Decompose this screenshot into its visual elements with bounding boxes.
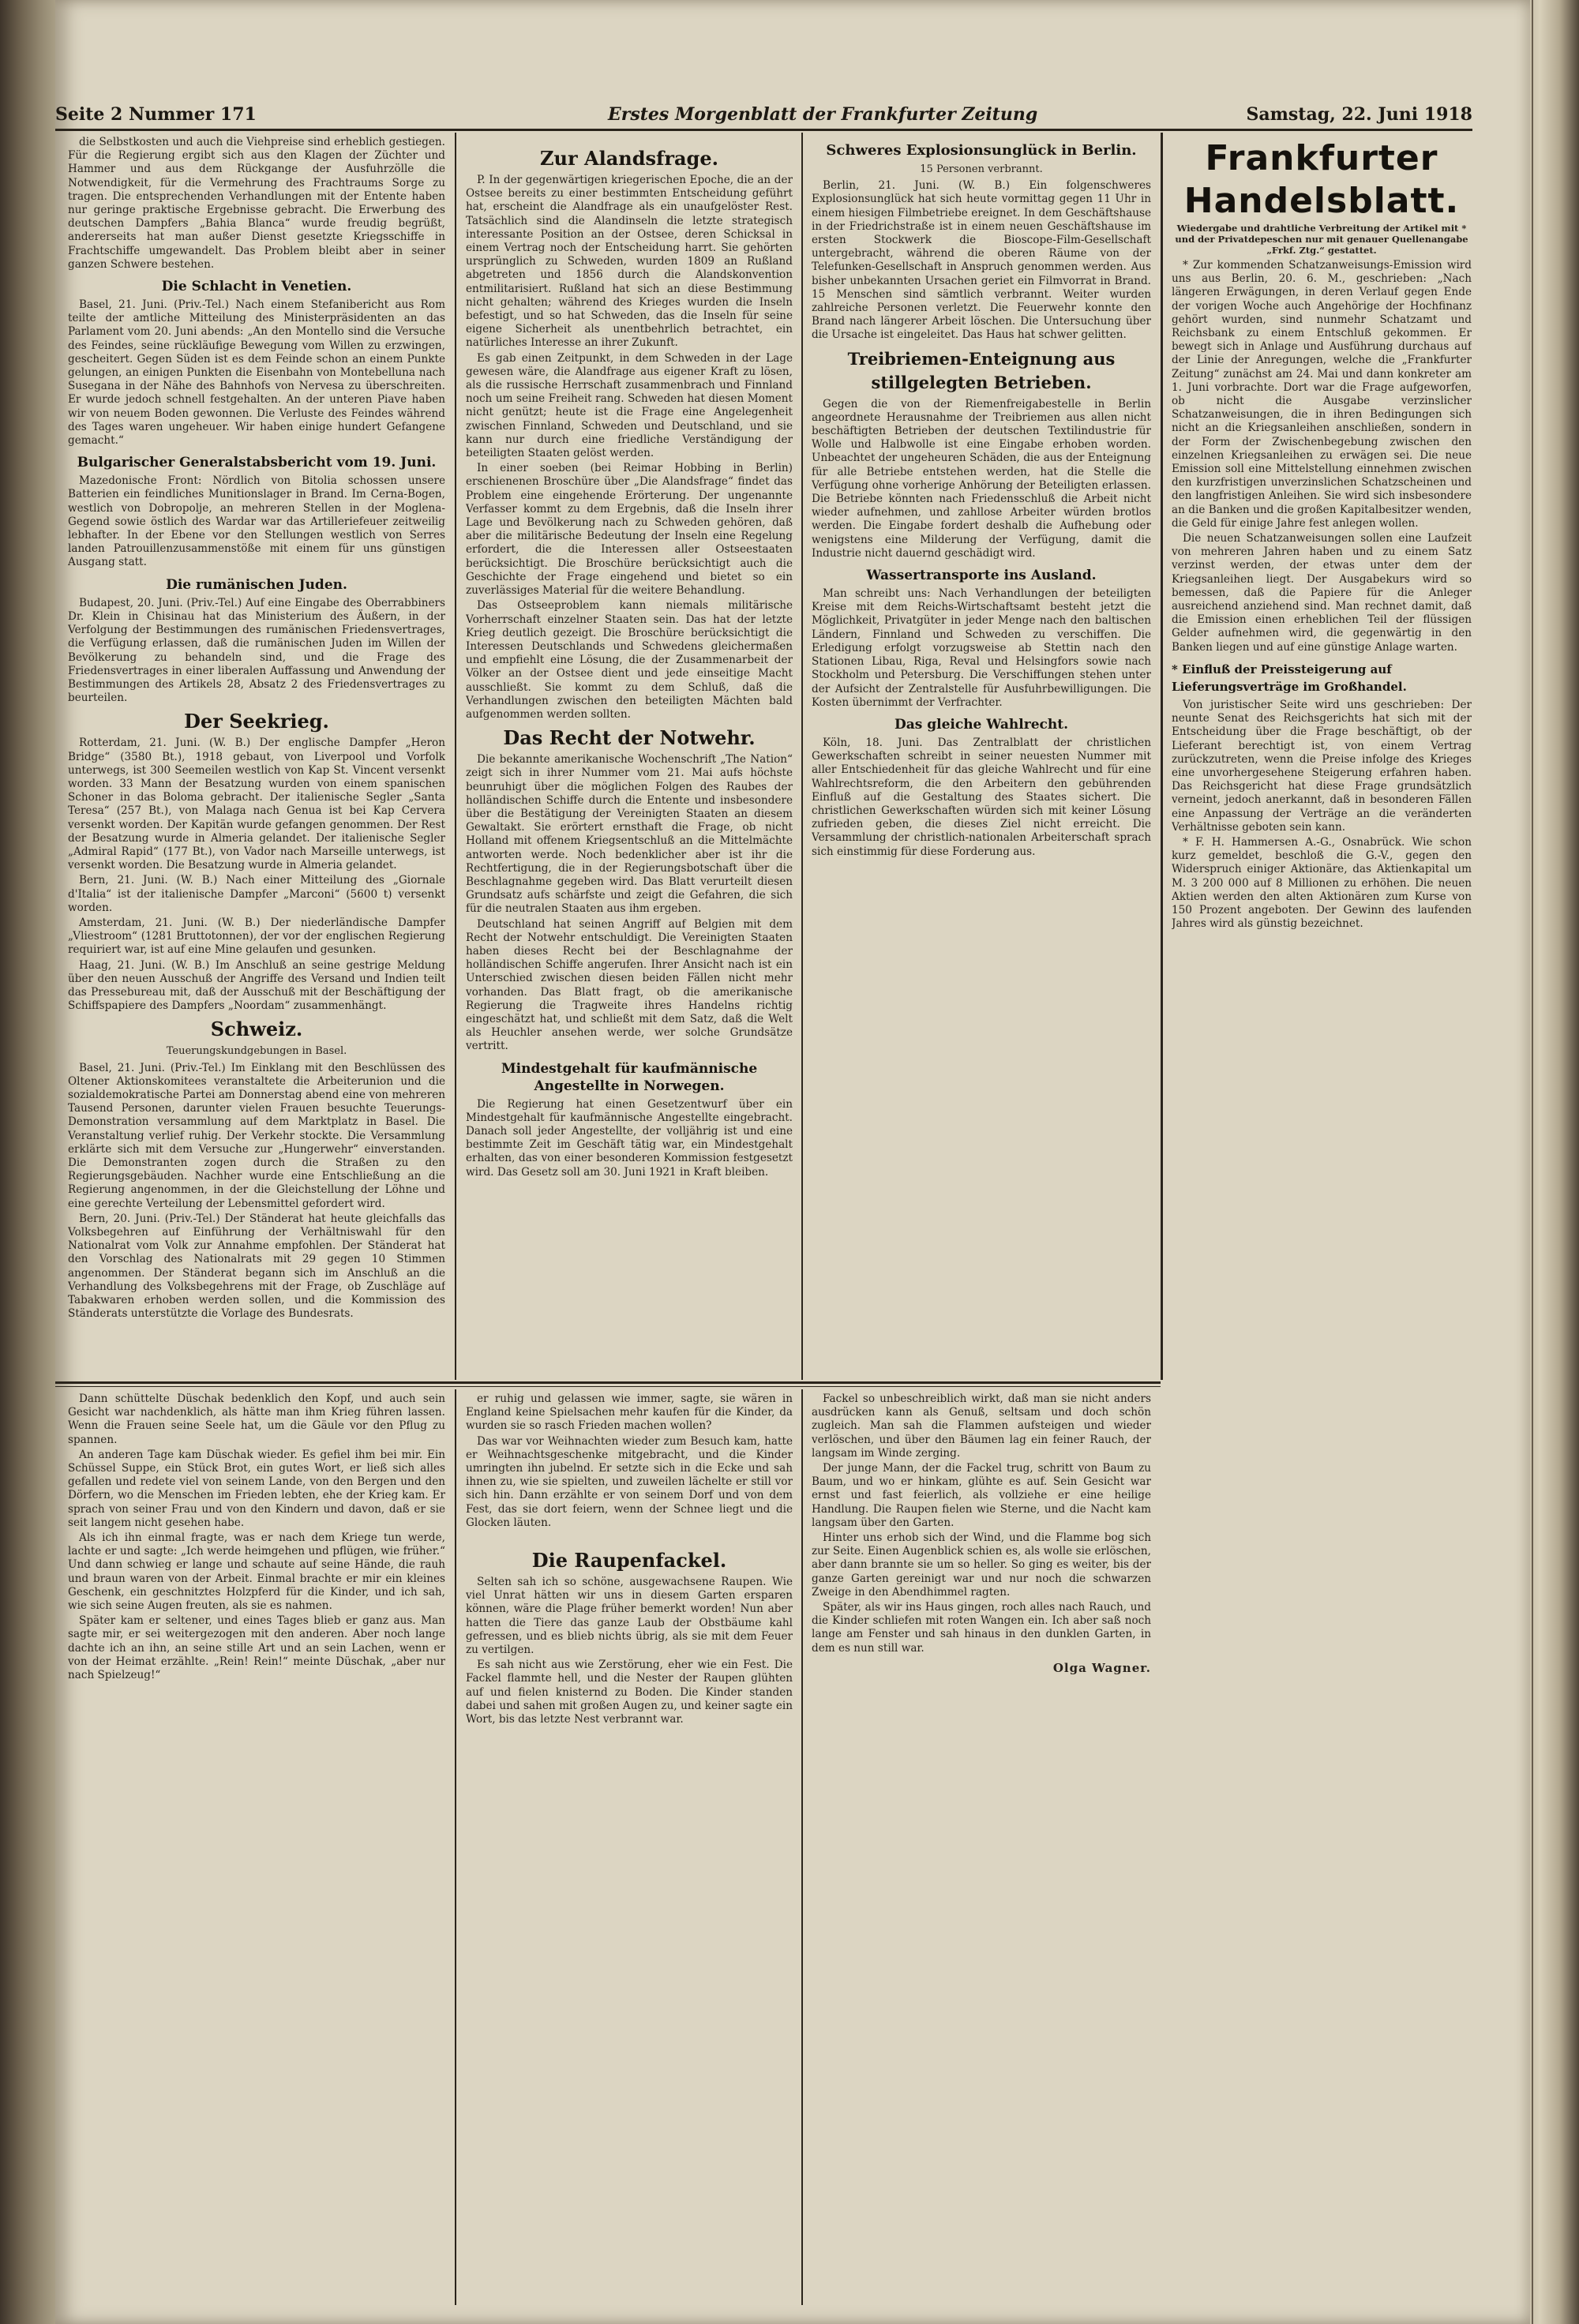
feuilleton-text: An anderen Tage kam Düschak wieder. Es gefiel ihm bei mir. Ein Schüssel Suppe, ein Stück Brot, ein gutes Wort, er ließ sich alles gefallen und redete viel von seinem Lande, von den Bergen und den Dörfern, wo die Menschen im Frieden lebten, ehe der Krieg kam. Er sprach von seiner Frau und von den Kindern und davon, daß er sie seit langem nicht gesehen habe. <box>68 1448 445 1529</box>
feuilleton-text: Selten sah ich so schöne, ausgewachsene Raupen. Wie viel Unrat hätten wir uns in diesem Garten ersparen können, wäre die Plage früher bemerkt worden! Nun aber hatten die Tiere das ganze Laub der Obstbäume kahl gefressen, und es blieb nichts übrig, als sie mit dem Feuer zu vertilgen. <box>466 1576 793 1657</box>
article-seekrieg-haag: Haag, 21. Juni. (W. B.) Im Anschluß an seine gestrige Meldung über den neuen Ausschuß der Angriffe des Versand und Indien teilt das Pressebureau mit, daß der Ausschuß mit der Beschäftigung der Schiffspapiere des Dampfers „Noordam“ zusammenhängt. <box>68 958 445 1013</box>
reprint-notice: Wiedergabe und drahtliche Verbreitung der Artikel mit * und der Privatdepeschen nur mit genauer Quellenangabe „Frkf. Ztg.“ gestattet. <box>1175 223 1468 256</box>
feuilleton-column-2 <box>466 1393 793 2300</box>
headline-bulgarian-report: Bulgarischer Generalstabsbericht vom 19. Juni. <box>77 455 437 471</box>
column-divider <box>455 1389 456 2305</box>
feuilleton-text: Fackel so unbeschreiblich wirkt, daß man sie nicht anders ausdrücken kann als Genuß, seltsam und doch schön zugleich. Man sah die Flammen aufsteigen und wieder verlöschen, und über den Bäumen lag ein feiner Rauch, der langsam im Winde zerging. <box>812 1393 1151 1460</box>
article-seekrieg-amsterdam: Amsterdam, 21. Juni. (W. B.) Der niederländische Dampfer „Vliestroom“ (1281 Bruttotonnen), der vor der englischen Regierung requiriert war, ist auf eine Mine gelaufen und gesunken. <box>68 916 445 957</box>
article-explosion: Berlin, 21. Juni. (W. B.) Ein folgenschweres Explosionsunglück hat sich heute vormittag gegen 11 Uhr in einem hiesigen Filmbetriebe ereignet. In dem Geschäftshause in der Friedrichstraße ist in einem neuen Geschäftshause im ersten Stockwerk die Bioscope-Film-Gesellschaft untergebracht, während die oberen Räume von der Telefunken-Gesellschaft in Anspruch genommen werden. Aus bisher unbekannten Ursachen geriet ein Filmvorrat in Brand. 15 Menschen sind sämtlich verbrannt. Weiter wurden zahlreiche Personen verletzt. Die Feuerwehr konnte den Brand nach längerer Arbeit löschen. Die Untersuchung über die Ursache ist eingeleitet. Das Haus hat schwer gelitten. <box>812 179 1151 342</box>
article-notwehr-1: Die bekannte amerikanische Wochenschrift „The Nation“ zeigt sich in ihrer Nummer vom 21. Mai aufs höchste beunruhigt über die möglichen Folgen des Raubes der holländischen Schiffe durch die Entente und insbesondere über die Bestätigung der Vereinigten Staaten an diesem Gewaltakt. Sie erörtert ernsthaft die Frage, ob nicht Holland mit offenem Kriegsentschluß an die Mittelmächte antworten werde. Noch bedenklicher aber ist ihr die Rechtfertigung, die in der Regierungsbotschaft über die Beschlagnahme gegeben wird. Das Blatt verurteilt diesen Grundsatz aufs schärfste und zeigt die Gefahren, die sich für die neutralen Staaten aus ihm ergeben. <box>466 753 793 916</box>
masthead: Erstes Morgenblatt der Frankfurter Zeitung <box>608 104 1038 125</box>
article-alandsfrage-4: Das Ostseeproblem kann niemals militärische Vorherrschaft einzelner Staaten sein. Das hat der letzte Krieg deutlich gezeigt. Die Broschüre berücksichtigt die Interessen Deutschlands und Schwedens gleichermaßen und empfiehlt eine Lösung, die der Zusammenarbeit der Völker an der Ostsee dient und jede einseitige Macht ausschließt. Sie kommt zu dem Schluß, daß die Verhandlungen zwischen den beteiligten Mächten bald aufgenommen werden sollten. <box>466 599 793 721</box>
page-header <box>55 101 1472 128</box>
header-rule <box>55 129 1472 131</box>
headline-explosion: Schweres Explosionsunglück in Berlin. <box>826 142 1137 159</box>
article-venetien: Basel, 21. Juni. (Priv.-Tel.) Nach einem Stefanibericht aus Rom teilte der amtliche Mitteilung des Ministerpräsidenten an das Parlament vom 20. Juni abends: „An den Montello sind die Versuche des Feindes, seine rückläufige Bewegung vom Willen zu erzwingen, gescheitert. Gegen Süden ist es dem Feinde schon an einem Punkte gelungen, an einigen Punkten die Eisenbahn von Montebelluna nach Susegana in der Nähe des Bahnhofs von Nervesa zu überschreiten. Er wurde jedoch schnell festgehalten. An der unteren Piave haben wir von neuem Boden gewonnen. Die Verluste des Feindes während des Tages waren ungeheuer. Wir haben einige hundert Gefangene gemacht.“ <box>68 298 445 448</box>
column-divider <box>801 1389 803 2305</box>
article-schatzanweisung-2: Die neuen Schatzanweisungen sollen eine Laufzeit von mehreren Jahren haben und zu einem Satz verzinst werden, der etwas unter dem der Kriegsanleihen liegt. Der Ausgabekurs wird so bemessen, daß die Papiere für die Anleger ausreichend anziehend sind. Man rechnet damit, daß die Emission einen erheblichen Teil der flüssigen Gelder aufnehmen wird, die gegenwärtig in den Banken liegen und auf eine günstige Anlage warten. <box>1172 532 1472 654</box>
feuilleton-rule-thin <box>55 1386 1161 1387</box>
headline-preissteigerung: * Einfluß der Preissteigerung auf Lieferungsverträge im Großhandel. <box>1172 662 1407 694</box>
headline-venetien: Die Schlacht in Venetien. <box>161 279 352 295</box>
article-bern-staenderat: Bern, 20. Juni. (Priv.-Tel.) Der Ständerat hat heute gleichfalls das Volksbegehren auf Einführung der Verhältniswahl für den Nationalrat vom Volk zur Annahme empfohlen. Der Ständerat hat den Vorschlag des Nationalrats mit 29 gegen 10 Stimmen angenommen. Der Ständerat begann sich im Anschluß an die Verhandlung des Volksbegehrens mit der Frage, ob Zuschläge auf Tabakwaren erhoben werden sollen, und die Kommission des Ständerats unterstützte die Vorlage des Bundesrats. <box>68 1212 445 1321</box>
article-alandsfrage-1: P. In der gegenwärtigen kriegerischen Epoche, die an der Ostsee bereits zu einer bestimmten Entscheidung geführt hat, erscheint die Alandfrage als ein unaufgelöster Rest. Tatsächlich sind die Alandinseln die letzte strategisch interessante Position an der Ostsee, deren Schicksal in einem Vertrag noch der Entscheidung harrt. Sie gehörten ursprünglich zu Schweden, wurden 1809 an Rußland abgetreten und 1856 durch die Alandskonvention entmilitarisiert. Rußland hat sich an diese Bestimmung nicht gehalten; während des Krieges wurden die Inseln befestigt, und so hat Schweden, das die Inseln für seine eigene Sicherheit als unentbehrlich betrachtet, ein natürliches Interesse an ihrer Zukunft. <box>466 174 793 350</box>
feuilleton-column-3 <box>812 1393 1151 2300</box>
headline-romanian-jews: Die rumänischen Juden. <box>166 576 347 593</box>
article-wahlrecht: Köln, 18. Juni. Das Zentralblatt der christlichen Gewerkschaften schreibt in seiner neuesten Nummer mit aller Entschiedenheit für das gleiche Wahlrecht und für eine Wahlrechtsreform, die den Arbeitern den gebührenden Einfluß auf die Gestaltung des Staates sichert. Die christlichen Gewerkschaften würden sich mit keiner Lösung zufrieden geben, die dieses Ziel nicht erreicht. Die Versammlung der christlich-nationalen Arbeiterschaft sprach sich einstimmig für diese Forderung aus. <box>812 736 1151 858</box>
feuilleton-text: Es sah nicht aus wie Zerstörung, eher wie ein Fest. Die Fackel flammte hell, und die Nester der Raupen glühten auf und fielen knisternd zu Boden. Die Kinder standen dabei und sahen mit großen Augen zu, und keiner sagte ein Wort, bis das letzte Nest verbrannt war. <box>466 1659 793 1726</box>
subheadline-explosion: 15 Personen verbrannt. <box>920 163 1043 175</box>
adjacent-page-edge <box>1530 0 1579 2324</box>
article-seekrieg-rotterdam: Rotterdam, 21. Juni. (W. B.) Der englische Dampfer „Heron Bridge“ (3580 Bt.), 1918 gebaut, von Liverpool und Vorfolk unterwegs, ist 300 Seemeilen westlich von Kap St. Vincent versenkt worden. 33 Mann der Besatzung wurden von einem spanischen Schoner in das Boloma gebracht. Der italienische Segler „Santa Teresa“ (257 Bt.), von Malaga nach Genua ist bei Kap Cervera versenkt worden. Der Kapitän wurde gefangen genommen. Der Rest der Besatzung wurde in Almeria gelandet. Der italienische Segler „Admiral Rapid“ (177 Bt.), von Vador nach Marseille unterwegs, ist versenkt worden. Die Besatzung wurde in Almeria gelandet. <box>68 737 445 872</box>
article-alandsfrage-3: In einer soeben (bei Reimar Hobbing in Berlin) erschienenen Broschüre über „Die Alandsfrage“ findet das Problem eine eingehende Erörterung. Der ungenannte Verfasser kommt zu dem Ergebnis, daß die Inseln ihrer Lage und Bevölkerung nach zu Schweden gehören, daß aber die militärische Bedeutung der Inseln eine Regelung erfordert, die die Interessen aller Ostseestaaten berücksichtigt. Die Broschüre berücksichtigt auch die Geschichte der Frage eingehend und bietet so ein zuverlässiges Material für die weitere Behandlung. <box>466 462 793 598</box>
column-divider <box>1161 133 1163 1380</box>
headline-wassertransporte: Wassertransporte ins Ausland. <box>866 568 1097 584</box>
article-schatzanweisung-1: * Zur kommenden Schatzanweisungs-Emission wird uns aus Berlin, 20. 6. M., geschrieben: „Nach längeren Erwägungen, in deren Verlauf gegen Ende der vorigen Woche auch Angehörige der Hochfinanz gehört wurden, sind nunmehr Schatzamt und Reichsbank zu einem Entschluß gekommen. Er bewegt sich in Anlage und Ausführung durchaus auf der Linie der Anregungen, welche die „Frankfurter Zeitung“ zunächst am 24. Mai und dann konkreter am 1. Juni vorbrachte. Dort war die Frage aufgeworfen, ob nicht die Ausgabe verzinslicher Schatzanweisungen, die in ihren Bedingungen sich nicht an die Kriegsanleihen anschließen, sondern in der Form der Zwischenbegebung zwischen den einzelnen Kriegsanleihen zu erwägen sei. Die neue Emission soll eine Mittelstellung einnehmen zwischen den kurzfristigen unverzinslichen Schatzscheinen und den langfristigen Anleihen. Sie wird sich insbesondere an die Banken und die großen Kapitalbesitzer wenden, die Geld für einige Jahre fest anlegen wollen. <box>1172 259 1472 530</box>
headline-notwehr: Das Recht der Notwehr. <box>503 726 756 750</box>
handelsblatt-title: Frankfurter Handelsblatt. <box>1183 138 1460 221</box>
feuilleton-text: Dann schüttelte Düschak bedenklich den Kopf, und auch sein Gesicht war nachdenklich, als hätte man ihm Krieg führen lassen. Wenn die Frauen seine Seele hat, um die Gäule vor den Pflug zu spannen. <box>68 1393 445 1446</box>
article-mindestgehalt: Die Regierung hat einen Gesetzentwurf über ein Mindestgehalt für kaufmännische Angestellte eingebracht. Danach soll jeder Angestellte, der volljährig ist und eine bestimmte Zeit im Geschäft tätig war, ein Mindestgehalt erhalten, das von einer besonderen Kommission festgesetzt wird. Das Gesetz soll am 30. Juni 1921 in Kraft bleiben. <box>466 1097 793 1179</box>
article-hammersen: * F. H. Hammersen A.-G., Osnabrück. Wie schon kurz gemeldet, beschloß die G.-V., gegen den Widerspruch einiger Aktionäre, das Aktienkapital um M. 3 200 000 auf 8 Millionen zu erhöhen. Die neuen Aktien werden den alten Aktionären zum Kurse von 150 Prozent angeboten. Der Gewinn des laufenden Jahres wird als günstig bezeichnet. <box>1172 835 1472 931</box>
feuilleton-text: Später kam er seltener, und eines Tages blieb er ganz aus. Man sagte mir, er sei weitergezogen mit den anderen. Aber noch lange dachte ich an ihn, an seine stille Art und an sein Lachen, wenn er von der Heimat erzählte. „Rein! Rein!“ meinte Düschak, „aber nur nach Spielzeug!“ <box>68 1614 445 1682</box>
headline-treibriemen: Treibriemen-Enteignung aus stillgelegten Betrieben. <box>847 348 1116 392</box>
feuilleton-text: er ruhig und gelassen wie immer, sagte, sie wären in England keine Spielsachen mehr kaufen für die Kinder, da wurden sie so rasch Frieden machen wollen? <box>466 1393 793 1433</box>
author-signature: Olga Wagner. <box>1052 1660 1151 1675</box>
feuilleton-column-1 <box>68 1393 445 2300</box>
article-bulgarian-report: Mazedonische Front: Nördlich von Bitolia schossen unsere Batterien ein feindliches Munitionslager in Brand. Im Cerna-Bogen, westlich von Dobropolje, an mehreren Stellen in der Moglena-Gegend sowie östlich des Wardar war das Artilleriefeuer zeitweilig lebhafter. In der Ebene vor den Stellungen westlich von Serres landen Patrouillenzusammenstöße mit einem für uns günstigen Ausgang statt. <box>68 474 445 569</box>
article-treibriemen: Gegen die von der Riemenfreigabestelle in Berlin angeordnete Herausnahme der Treibriemen aus allen nicht beschäftigten Betrieben der deutschen Textilindustrie für Wolle und Halbwolle ist eine Eingabe erhoben worden. Unbeachtet der ungeheuren Schäden, die aus der Enteignung für alle Betriebe entstehen werden, hat die Stelle die Verfügung ohne vorherige Anhörung der Beteiligten erlassen. Die Betriebe könnten nach Friedensschluß die Arbeit nicht wieder aufnehmen, und zahllose Arbeiter würden brotlos werden. Die Eingabe fordert deshalb die Aufhebung oder wenigstens eine Milderung der Verfügung, damit die Industrie nicht dauernd geschädigt wird. <box>812 397 1151 560</box>
column-3 <box>812 136 1151 1375</box>
headline-alandsfrage: Zur Alandsfrage. <box>540 147 718 170</box>
headline-schweiz: Schweiz. <box>210 1018 303 1041</box>
column-divider <box>801 133 803 1380</box>
article-wassertransporte: Man schreibt uns: Nach Verhandlungen der beteiligten Kreise mit dem Reichs-Wirtschaftsamt besteht jetzt die Möglichkeit, Privatgüter in jeder Menge nach den baltischen Ländern, Finnland und Schweden zu verschiffen. Die Erledigung erfolgt vorzugsweise ab Stettin nach den Stationen Libau, Riga, Reval und Helsingfors sowie nach Stockholm und Petersburg. Die Verschiffungen stehen unter der Aufsicht der Zentralstelle für Ausfuhrbewilligungen. Die Kosten übernimmt der Verfrachter. <box>812 587 1151 709</box>
feuilleton-text: Später, als wir ins Haus gingen, roch alles nach Rauch, und die Kinder schliefen mit roten Wangen ein. Ich aber saß noch lange am Fenster und sah hinaus in den dunklen Garten, in dem es nun still war. <box>812 1601 1151 1655</box>
article-romanian-jews: Budapest, 20. Juni. (Priv.-Tel.) Auf eine Eingabe des Oberrabbiners Dr. Klein in Chisinau hat das Ministerium des Äußern, in der Verfolgung der Bestimmungen des rumänischen Friedensvertrages, die Verfügung erlassen, daß die rumänischen Juden im Willen der Bevölkerung zu behandeln sind, und die Frage des Friedensvertrages in einer liberalen Auffassung und Anwendung der Bestimmungen des Artikels 28, Absatz 2 des Friedensvertrages zu beurteilen. <box>68 596 445 705</box>
page-number: Seite 2 Nummer 171 <box>55 104 257 125</box>
feuilleton-text: Hinter uns erhob sich der Wind, und die Flamme bog sich zur Seite. Einen Augenblick schien es, als wolle sie erlöschen, aber dann brannte sie um so heller. So ging es weiter, bis der ganze Garten gereinigt war und nur noch die schwarzen Zweige in den Abendhimmel ragten. <box>812 1531 1151 1599</box>
col1-intro: die Selbstkosten und auch die Viehpreise sind erheblich gestiegen. Für die Regierung ergibt sich aus den Klagen der Züchter und Hammer und aus dem Rückgange der Ausfuhrzölle die Notwendigkeit, für die Vermehrung des Frachtraums Sorge zu tragen. Die entsprechenden Verhandlungen mit der Entente haben nur geringe praktische Ergebnisse gebracht. Die Erwerbung des deutschen Dampfers „Bahia Blanca“ wurde freudig begrüßt, andererseits hat man außer Dienst gesetzte Kriegsschiffe in Frachtschiffe umgewandelt. Das Problem bleibt aber in seiner ganzen Schwere bestehen. <box>68 136 445 271</box>
feuilleton-text: Als ich ihn einmal fragte, was er nach dem Kriege tun werde, lachte er und sagte: „Ich werde heimgehen und pflügen, wie früher.“ Und dann schwieg er lange und schaute auf seine Hände, die rauh und braun waren von der Arbeit. Einmal brachte er mir ein kleines Geschenk, ein geschnitztes Holzpferd für die Kinder, und ich sah, wie sich seine Augen freuten, als sie es nahmen. <box>68 1531 445 1613</box>
headline-seekrieg: Der Seekrieg. <box>184 710 329 733</box>
headline-mindestgehalt: Mindestgehalt für kaufmännische Angestellte in Norwegen. <box>501 1060 758 1094</box>
article-preissteigerung: Von juristischer Seite wird uns geschrieben: Der neunte Senat des Reichsgerichts hat sich mit der Entscheidung über die Frage beschäftigt, ob der Lieferant berechtigt ist, von einem Vertrag zurückzutreten, wenn die Preise infolge des Krieges eine unvorhergesehene Steigerung erfahren haben. Das Reichsgericht hat diese Frage grundsätzlich verneint, jedoch anerkannt, daß in besonderen Fällen eine Anpassung der Verträge an die veränderten Verhältnisse geboten sein kann. <box>1172 698 1472 834</box>
column-1 <box>68 136 445 1375</box>
column-2 <box>466 136 793 1375</box>
feuilleton-text: Der junge Mann, der die Fackel trug, schritt von Baum zu Baum, und wo er hinkam, glühte es auf. Sein Gesicht war ernst und fast feierlich, als vollziehe er eine heilige Handlung. Die Raupen fielen wie Sterne, und die Nacht kam langsam über den Garten. <box>812 1462 1151 1529</box>
article-alandsfrage-2: Es gab einen Zeitpunkt, in dem Schweden in der Lage gewesen wäre, die Alandfrage aus eigener Kraft zu lösen, als die russische Herrschaft zusammenbrach und Finnland noch um seine Freiheit rang. Schweden hat diesen Moment nicht genützt; heute ist die Frage eine Angelegenheit zwischen Finnland, Schweden und Deutschland, und sie kann nur durch eine friedliche Verständigung der beteiligten Staaten gelöst werden. <box>466 351 793 460</box>
subheadline-basel: Teuerungskundgebungen in Basel. <box>166 1045 347 1058</box>
issue-date: Samstag, 22. Juni 1918 <box>1246 104 1472 125</box>
article-basel: Basel, 21. Juni. (Priv.-Tel.) Im Einklang mit den Beschlüssen des Oltener Aktionskomitees veranstaltete die Arbeiterunion und die sozialdemokratische Partei am Donnerstag abend eine von mehreren Tausend Personen, darunter vielen Frauen besuchte Teuerungs-Demonstration versammlung auf dem Marktplatz in Basel. Die Veranstaltung verlief ruhig. Der Verkehr stockte. Die Versammlung erklärte sich mit dem Versuche zur „Hungerwehr“ einverstanden. Die Demonstranten zogen durch die Straßen zu den Regierungsgebäuden. Nachher wurde eine Entschließung an die Regierung angenommen, in der die Gleichstellung der Löhne und eine gerechte Verteilung der Lebensmittel gefordert wird. <box>68 1061 445 1210</box>
article-seekrieg-bern: Bern, 21. Juni. (W. B.) Nach einer Mitteilung des „Giornale d'Italia“ ist der italienische Dampfer „Marconi“ (5600 t) versenkt worden. <box>68 874 445 914</box>
feuilleton-rule <box>55 1381 1161 1384</box>
book-binding-left <box>0 0 55 2324</box>
page-gutter <box>1532 0 1533 2324</box>
feuilleton-text: Das war vor Weihnachten wieder zum Besuch kam, hatte er Weihnachtsgeschenke mitgebracht, und die Kinder umringten ihn jubelnd. Er setzte sich in die Ecke und sah ihnen zu, wie sie spielten, und zuweilen lächelte er still vor sich hin. Dann erzählte er von seinem Dorf und von dem Fest, das sie dort feiern, wenn der Schnee liegt und die Glocken läuten. <box>466 1434 793 1529</box>
column-divider <box>455 133 456 1380</box>
headline-raupenfackel: Die Raupenfackel. <box>531 1549 727 1572</box>
headline-wahlrecht: Das gleiche Wahlrecht. <box>894 716 1068 733</box>
column-handelsblatt <box>1172 133 1472 2303</box>
article-notwehr-2: Deutschland hat seinen Angriff auf Belgien mit dem Recht der Notwehr entschuldigt. Die Vereinigten Staaten haben dieses Recht bei der Beschlagnahme der holländischen Schiffe angerufen. Ihrer Ansicht nach ist ein Unterschied zwischen diesen beiden Fällen nicht mehr vorhanden. Das Blatt fragt, ob die amerikanische Regierung die Tragweite ihres Handelns richtig eingeschätzt hat, und schließt mit dem Satz, daß die Welt als Heuchler ansehen werde, wer solche Grundsätze vertritt. <box>466 917 793 1053</box>
